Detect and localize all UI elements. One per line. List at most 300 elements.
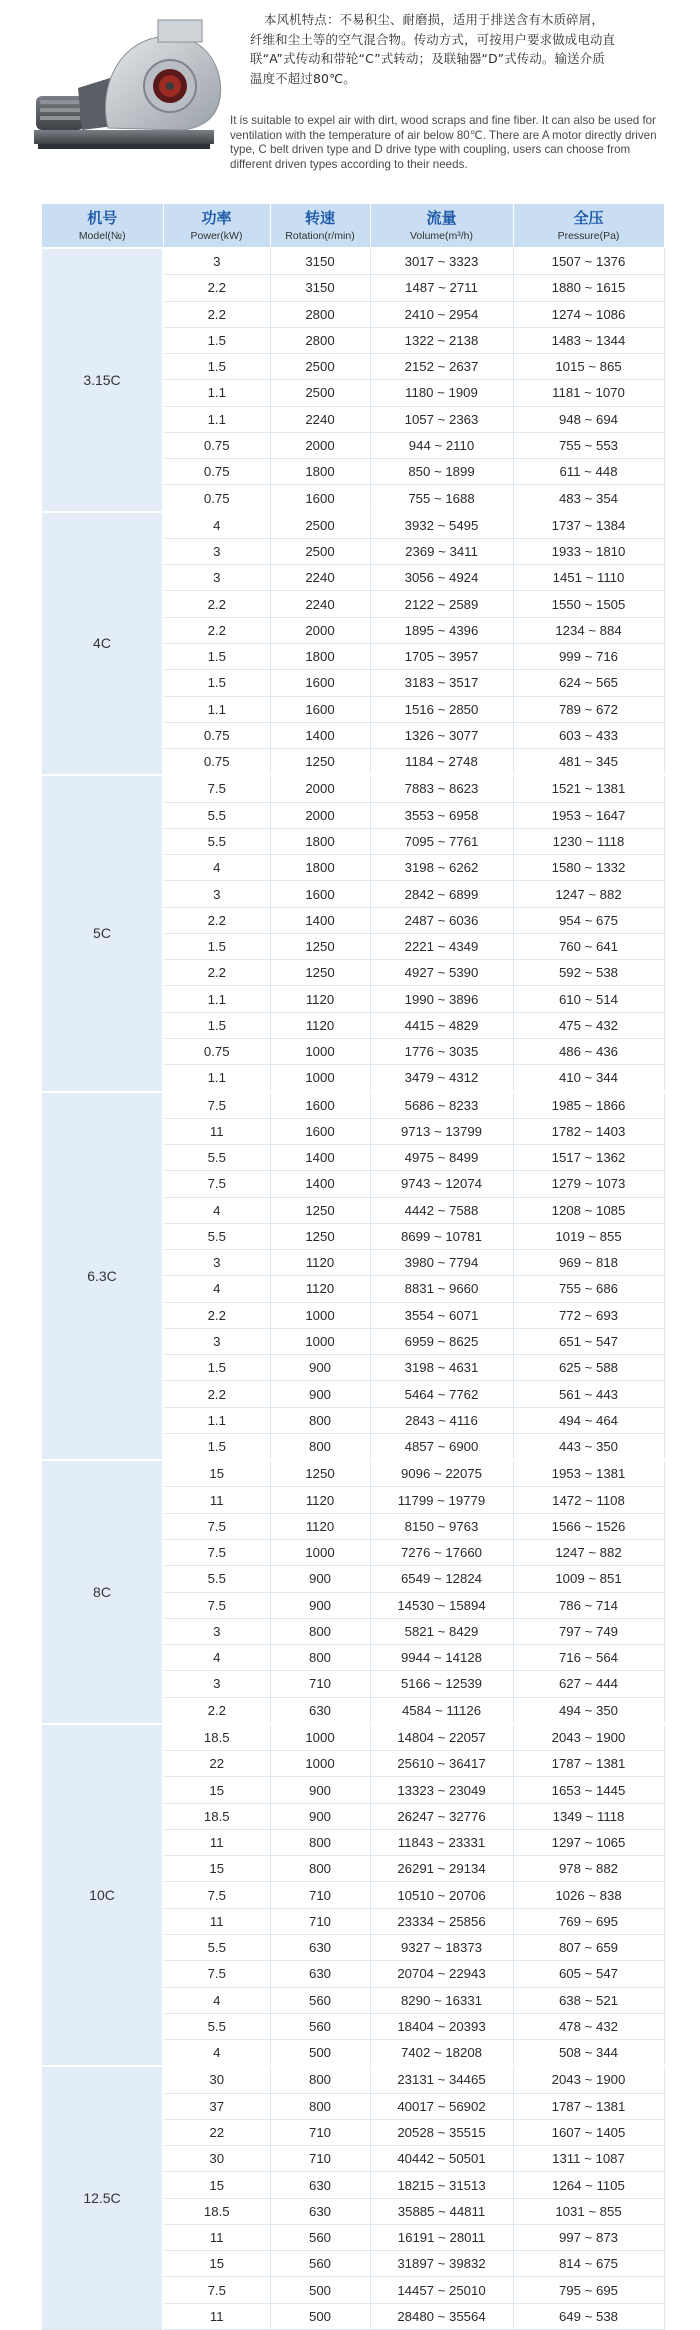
- power-cell: 3: [163, 538, 270, 564]
- power-cell: 30: [163, 2146, 270, 2172]
- power-cell: 7.5: [163, 1513, 270, 1539]
- table-row: [42, 2066, 664, 2093]
- power-cell: 4: [163, 1645, 270, 1671]
- power-cell: 3: [163, 565, 270, 591]
- rotation-cell: 2500: [270, 512, 370, 539]
- volume-cell: 3553 ~ 6958: [370, 802, 513, 828]
- power-cell: 7.5: [163, 1592, 270, 1618]
- pressure-cell: 948 ~ 694: [513, 406, 664, 432]
- volume-cell: 3980 ~ 7794: [370, 1250, 513, 1276]
- power-cell: 1.1: [163, 1065, 270, 1092]
- rotation-cell: 2240: [270, 406, 370, 432]
- power-cell: 7.5: [163, 1882, 270, 1908]
- volume-cell: 2487 ~ 6036: [370, 907, 513, 933]
- pressure-cell: 1311 ~ 1087: [513, 2146, 664, 2172]
- volume-cell: 8831 ~ 9660: [370, 1276, 513, 1302]
- pressure-cell: 494 ~ 350: [513, 1697, 664, 1724]
- rotation-cell: 1250: [270, 960, 370, 986]
- power-cell: 1.5: [163, 1355, 270, 1381]
- power-cell: 11: [163, 1829, 270, 1855]
- table-row: [42, 1460, 664, 1487]
- rotation-cell: 1600: [270, 1118, 370, 1144]
- pressure-cell: 1521 ~ 1381: [513, 775, 664, 802]
- pressure-cell: 797 ~ 749: [513, 1618, 664, 1644]
- rotation-cell: 500: [270, 2303, 370, 2329]
- pressure-cell: 1247 ~ 882: [513, 881, 664, 907]
- power-cell: 1.5: [163, 327, 270, 353]
- volume-cell: 23334 ~ 25856: [370, 1908, 513, 1934]
- power-cell: 4: [163, 1276, 270, 1302]
- power-cell: 1.1: [163, 1407, 270, 1433]
- volume-cell: 1057 ~ 2363: [370, 406, 513, 432]
- pressure-cell: 954 ~ 675: [513, 907, 664, 933]
- model-cell: 12.5C: [42, 2066, 163, 2329]
- power-cell: 0.75: [163, 432, 270, 458]
- power-cell: 3: [163, 1328, 270, 1354]
- pressure-cell: 997 ~ 873: [513, 2224, 664, 2250]
- pressure-cell: 486 ~ 436: [513, 1038, 664, 1064]
- rotation-cell: 900: [270, 1592, 370, 1618]
- power-cell: 2.2: [163, 617, 270, 643]
- volume-cell: 1705 ~ 3957: [370, 643, 513, 669]
- volume-cell: 18215 ~ 31513: [370, 2172, 513, 2198]
- power-cell: 4: [163, 855, 270, 881]
- rotation-cell: 1800: [270, 459, 370, 485]
- pressure-cell: 1787 ~ 1381: [513, 2093, 664, 2119]
- volume-cell: 4415 ~ 4829: [370, 1012, 513, 1038]
- volume-cell: 35885 ~ 44811: [370, 2198, 513, 2224]
- volume-cell: 8150 ~ 9763: [370, 1513, 513, 1539]
- volume-cell: 1184 ~ 2748: [370, 749, 513, 776]
- power-cell: 7.5: [163, 1540, 270, 1566]
- pressure-cell: 625 ~ 588: [513, 1355, 664, 1381]
- volume-cell: 25610 ~ 36417: [370, 1751, 513, 1777]
- volume-cell: 3198 ~ 6262: [370, 855, 513, 881]
- volume-cell: 14530 ~ 15894: [370, 1592, 513, 1618]
- centrifugal-fan-image: [28, 18, 228, 160]
- rotation-cell: 1000: [270, 1751, 370, 1777]
- pressure-cell: 443 ~ 350: [513, 1433, 664, 1460]
- power-cell: 1.5: [163, 670, 270, 696]
- volume-cell: 3554 ~ 6071: [370, 1302, 513, 1328]
- rotation-cell: 800: [270, 1618, 370, 1644]
- volume-cell: 11843 ~ 23331: [370, 1829, 513, 1855]
- power-cell: 2.2: [163, 275, 270, 301]
- pressure-cell: 483 ~ 354: [513, 485, 664, 512]
- power-cell: 15: [163, 1460, 270, 1487]
- volume-cell: 3198 ~ 4631: [370, 1355, 513, 1381]
- table-row: [42, 1092, 664, 1119]
- power-cell: 1.5: [163, 933, 270, 959]
- volume-cell: 4975 ~ 8499: [370, 1145, 513, 1171]
- rotation-cell: 900: [270, 1355, 370, 1381]
- rotation-cell: 800: [270, 2066, 370, 2093]
- header-pressure: 全压 Pressure(Pa): [513, 204, 664, 248]
- power-cell: 3: [163, 1618, 270, 1644]
- power-cell: 18.5: [163, 2198, 270, 2224]
- power-cell: 0.75: [163, 459, 270, 485]
- power-cell: 4: [163, 2040, 270, 2067]
- power-cell: 1.1: [163, 380, 270, 406]
- pressure-cell: 1274 ~ 1086: [513, 301, 664, 327]
- power-cell: 2.2: [163, 1381, 270, 1407]
- rotation-cell: 560: [270, 1987, 370, 2013]
- pressure-cell: 651 ~ 547: [513, 1328, 664, 1354]
- volume-cell: 20704 ~ 22943: [370, 1961, 513, 1987]
- pressure-cell: 561 ~ 443: [513, 1381, 664, 1407]
- volume-cell: 1895 ~ 4396: [370, 617, 513, 643]
- power-cell: 30: [163, 2066, 270, 2093]
- pressure-cell: 610 ~ 514: [513, 986, 664, 1012]
- pressure-cell: 481 ~ 345: [513, 749, 664, 776]
- pressure-cell: 611 ~ 448: [513, 459, 664, 485]
- volume-cell: 4857 ~ 6900: [370, 1433, 513, 1460]
- volume-cell: 28480 ~ 35564: [370, 2303, 513, 2329]
- volume-cell: 40017 ~ 56902: [370, 2093, 513, 2119]
- rotation-cell: 800: [270, 1829, 370, 1855]
- rotation-cell: 3150: [270, 248, 370, 275]
- pressure-cell: 1031 ~ 855: [513, 2198, 664, 2224]
- pressure-cell: 1550 ~ 1505: [513, 591, 664, 617]
- rotation-cell: 1120: [270, 1276, 370, 1302]
- volume-cell: 11799 ~ 19779: [370, 1487, 513, 1513]
- rotation-cell: 1120: [270, 1250, 370, 1276]
- pressure-cell: 1653 ~ 1445: [513, 1777, 664, 1803]
- volume-cell: 5464 ~ 7762: [370, 1381, 513, 1407]
- rotation-cell: 500: [270, 2040, 370, 2067]
- rotation-cell: 2800: [270, 327, 370, 353]
- table-row: [42, 1724, 664, 1751]
- volume-cell: 4927 ~ 5390: [370, 960, 513, 986]
- rotation-cell: 2000: [270, 802, 370, 828]
- fan-spec-table: [42, 204, 665, 2330]
- rotation-cell: 1250: [270, 1460, 370, 1487]
- rotation-cell: 560: [270, 2224, 370, 2250]
- cn-line-3: ，可按用户要求做成电动直: [464, 31, 616, 47]
- table-row: [42, 248, 664, 275]
- pressure-cell: 1782 ~ 1403: [513, 1118, 664, 1144]
- rotation-cell: 630: [270, 2172, 370, 2198]
- power-cell: 7.5: [163, 2277, 270, 2303]
- table-header-row: [42, 204, 664, 248]
- power-cell: 5.5: [163, 1935, 270, 1961]
- volume-cell: 1990 ~ 3896: [370, 986, 513, 1012]
- rotation-cell: 1600: [270, 1092, 370, 1119]
- volume-cell: 14457 ~ 25010: [370, 2277, 513, 2303]
- rotation-cell: 1400: [270, 1171, 370, 1197]
- power-cell: 2.2: [163, 591, 270, 617]
- power-cell: 1.5: [163, 354, 270, 380]
- model-cell: 5C: [42, 775, 163, 1091]
- power-cell: 22: [163, 1751, 270, 1777]
- pressure-cell: 716 ~ 564: [513, 1645, 664, 1671]
- chinese-description: [250, 10, 675, 88]
- volume-cell: 20528 ~ 35515: [370, 2119, 513, 2145]
- cn-drive-label: 传动方式: [413, 31, 465, 47]
- rotation-cell: 1250: [270, 1197, 370, 1223]
- rotation-cell: 2240: [270, 565, 370, 591]
- rotation-cell: 630: [270, 1961, 370, 1987]
- rotation-cell: 800: [270, 1433, 370, 1460]
- pressure-cell: 1483 ~ 1344: [513, 327, 664, 353]
- power-cell: 37: [163, 2093, 270, 2119]
- rotation-cell: 630: [270, 1697, 370, 1724]
- pressure-cell: 1566 ~ 1526: [513, 1513, 664, 1539]
- rotation-cell: 1800: [270, 855, 370, 881]
- volume-cell: 850 ~ 1899: [370, 459, 513, 485]
- rotation-cell: 2500: [270, 354, 370, 380]
- pressure-cell: 478 ~ 432: [513, 2013, 664, 2039]
- rotation-cell: 560: [270, 2251, 370, 2277]
- header-power: 功率 Power(kW): [163, 204, 270, 248]
- cn-line-4: 联“A”式传动和带轮“C”式转动；及联轴器“D”式传动。输送介质: [250, 51, 605, 66]
- power-cell: 3: [163, 1671, 270, 1697]
- pressure-cell: 1234 ~ 884: [513, 617, 664, 643]
- pressure-cell: 2043 ~ 1900: [513, 1724, 664, 1751]
- rotation-cell: 1000: [270, 1065, 370, 1092]
- rotation-cell: 1400: [270, 1145, 370, 1171]
- power-cell: 11: [163, 2303, 270, 2329]
- power-cell: 5.5: [163, 802, 270, 828]
- rotation-cell: 630: [270, 2198, 370, 2224]
- model-cell: 8C: [42, 1460, 163, 1724]
- pressure-cell: 795 ~ 695: [513, 2277, 664, 2303]
- pressure-cell: 969 ~ 818: [513, 1250, 664, 1276]
- volume-cell: 5821 ~ 8429: [370, 1618, 513, 1644]
- rotation-cell: 900: [270, 1381, 370, 1407]
- pressure-cell: 603 ~ 433: [513, 722, 664, 748]
- pressure-cell: 1737 ~ 1384: [513, 512, 664, 539]
- volume-cell: 31897 ~ 39832: [370, 2251, 513, 2277]
- pressure-cell: 2043 ~ 1900: [513, 2066, 664, 2093]
- rotation-cell: 1120: [270, 1487, 370, 1513]
- pressure-cell: 1181 ~ 1070: [513, 380, 664, 406]
- pressure-cell: 605 ~ 547: [513, 1961, 664, 1987]
- volume-cell: 7883 ~ 8623: [370, 775, 513, 802]
- pressure-cell: 1985 ~ 1866: [513, 1092, 664, 1119]
- volume-cell: 1516 ~ 2850: [370, 696, 513, 722]
- header-volume: 流量 Volume(m³/h): [370, 204, 513, 248]
- model-cell: 3.15C: [42, 248, 163, 512]
- volume-cell: 1487 ~ 2711: [370, 275, 513, 301]
- power-cell: 15: [163, 2251, 270, 2277]
- model-cell: 10C: [42, 1724, 163, 2066]
- power-cell: 0.75: [163, 485, 270, 512]
- volume-cell: 9713 ~ 13799: [370, 1118, 513, 1144]
- volume-cell: 1180 ~ 1909: [370, 380, 513, 406]
- rotation-cell: 900: [270, 1566, 370, 1592]
- rotation-cell: 710: [270, 1671, 370, 1697]
- pressure-cell: 1880 ~ 1615: [513, 275, 664, 301]
- pressure-cell: 755 ~ 553: [513, 432, 664, 458]
- rotation-cell: 630: [270, 1935, 370, 1961]
- power-cell: 15: [163, 1777, 270, 1803]
- pressure-cell: 1019 ~ 855: [513, 1223, 664, 1249]
- volume-cell: 16191 ~ 28011: [370, 2224, 513, 2250]
- power-cell: 18.5: [163, 1803, 270, 1829]
- rotation-cell: 2000: [270, 775, 370, 802]
- power-cell: 1.5: [163, 1012, 270, 1038]
- pressure-cell: 760 ~ 641: [513, 933, 664, 959]
- power-cell: 1.1: [163, 696, 270, 722]
- volume-cell: 7402 ~ 18208: [370, 2040, 513, 2067]
- rotation-cell: 560: [270, 2013, 370, 2039]
- power-cell: 1.1: [163, 986, 270, 1012]
- rotation-cell: 710: [270, 2119, 370, 2145]
- volume-cell: 755 ~ 1688: [370, 485, 513, 512]
- rotation-cell: 1600: [270, 696, 370, 722]
- rotation-cell: 3150: [270, 275, 370, 301]
- volume-cell: 7276 ~ 17660: [370, 1540, 513, 1566]
- cn-line-1: 不易积尘、耐磨损，适用于排送含有木质碎屑，: [339, 12, 604, 27]
- pressure-cell: 1297 ~ 1065: [513, 1829, 664, 1855]
- pressure-cell: 1009 ~ 851: [513, 1566, 664, 1592]
- rotation-cell: 800: [270, 2093, 370, 2119]
- power-cell: 5.5: [163, 1145, 270, 1171]
- pressure-cell: 786 ~ 714: [513, 1592, 664, 1618]
- table-row: [42, 775, 664, 802]
- volume-cell: 23131 ~ 34465: [370, 2066, 513, 2093]
- pressure-cell: 1607 ~ 1405: [513, 2119, 664, 2145]
- power-cell: 11: [163, 1118, 270, 1144]
- volume-cell: 2843 ~ 4116: [370, 1407, 513, 1433]
- volume-cell: 3479 ~ 4312: [370, 1065, 513, 1092]
- volume-cell: 3017 ~ 3323: [370, 248, 513, 275]
- power-cell: 5.5: [163, 2013, 270, 2039]
- pressure-cell: 1230 ~ 1118: [513, 828, 664, 854]
- rotation-cell: 1000: [270, 1302, 370, 1328]
- power-cell: 5.5: [163, 1223, 270, 1249]
- rotation-cell: 1120: [270, 986, 370, 1012]
- model-cell: 4C: [42, 512, 163, 776]
- pressure-cell: 410 ~ 344: [513, 1065, 664, 1092]
- table-body: [42, 248, 664, 2329]
- power-cell: 11: [163, 1908, 270, 1934]
- volume-cell: 3056 ~ 4924: [370, 565, 513, 591]
- pressure-cell: 1451 ~ 1110: [513, 565, 664, 591]
- volume-cell: 8699 ~ 10781: [370, 1223, 513, 1249]
- power-cell: 3: [163, 1250, 270, 1276]
- table-row: [42, 512, 664, 539]
- pressure-cell: 769 ~ 695: [513, 1908, 664, 1934]
- volume-cell: 40442 ~ 50501: [370, 2146, 513, 2172]
- pressure-cell: 1787 ~ 1381: [513, 1751, 664, 1777]
- volume-cell: 6959 ~ 8625: [370, 1328, 513, 1354]
- power-cell: 2.2: [163, 301, 270, 327]
- power-cell: 1.5: [163, 1433, 270, 1460]
- volume-cell: 1322 ~ 2138: [370, 327, 513, 353]
- pressure-cell: 1208 ~ 1085: [513, 1197, 664, 1223]
- rotation-cell: 1000: [270, 1540, 370, 1566]
- pressure-cell: 1026 ~ 838: [513, 1882, 664, 1908]
- power-cell: 1.1: [163, 406, 270, 432]
- volume-cell: 9944 ~ 14128: [370, 1645, 513, 1671]
- power-cell: 5.5: [163, 828, 270, 854]
- volume-cell: 2122 ~ 2589: [370, 591, 513, 617]
- volume-cell: 7095 ~ 7761: [370, 828, 513, 854]
- english-description: It is suitable to expel air with dirt, wood scraps and fine fiber. It can also be used for ventilation with the temperature of air below 80℃. There are A motor directly driven type, C belt driven type and D drive type with coupling, users can choose from different driven types according to their needs.: [230, 114, 657, 171]
- cn-line-5: 温度不超过80℃。: [250, 70, 356, 86]
- rotation-cell: 1120: [270, 1513, 370, 1539]
- rotation-cell: 2500: [270, 380, 370, 406]
- pressure-cell: 999 ~ 716: [513, 643, 664, 669]
- pressure-cell: 1247 ~ 882: [513, 1540, 664, 1566]
- pressure-cell: 807 ~ 659: [513, 1935, 664, 1961]
- pressure-cell: 755 ~ 686: [513, 1276, 664, 1302]
- volume-cell: 4442 ~ 7588: [370, 1197, 513, 1223]
- rotation-cell: 800: [270, 1856, 370, 1882]
- pressure-cell: 624 ~ 565: [513, 670, 664, 696]
- volume-cell: 9096 ~ 22075: [370, 1460, 513, 1487]
- power-cell: 2.2: [163, 1302, 270, 1328]
- rotation-cell: 500: [270, 2277, 370, 2303]
- pressure-cell: 1015 ~ 865: [513, 354, 664, 380]
- rotation-cell: 2240: [270, 591, 370, 617]
- pressure-cell: 1580 ~ 1332: [513, 855, 664, 881]
- rotation-cell: 800: [270, 1407, 370, 1433]
- pressure-cell: 1953 ~ 1647: [513, 802, 664, 828]
- rotation-cell: 1250: [270, 1223, 370, 1249]
- volume-cell: 3183 ~ 3517: [370, 670, 513, 696]
- rotation-cell: 900: [270, 1777, 370, 1803]
- rotation-cell: 1600: [270, 485, 370, 512]
- rotation-cell: 710: [270, 2146, 370, 2172]
- power-cell: 2.2: [163, 907, 270, 933]
- pressure-cell: 649 ~ 538: [513, 2303, 664, 2329]
- power-cell: 0.75: [163, 1038, 270, 1064]
- volume-cell: 2842 ~ 6899: [370, 881, 513, 907]
- rotation-cell: 900: [270, 1803, 370, 1829]
- pressure-cell: 1279 ~ 1073: [513, 1171, 664, 1197]
- volume-cell: 14804 ~ 22057: [370, 1724, 513, 1751]
- pressure-cell: 638 ~ 521: [513, 1987, 664, 2013]
- power-cell: 0.75: [163, 749, 270, 776]
- power-cell: 0.75: [163, 722, 270, 748]
- volume-cell: 5686 ~ 8233: [370, 1092, 513, 1119]
- rotation-cell: 2000: [270, 432, 370, 458]
- pressure-cell: 494 ~ 464: [513, 1407, 664, 1433]
- volume-cell: 2410 ~ 2954: [370, 301, 513, 327]
- rotation-cell: 710: [270, 1908, 370, 1934]
- pressure-cell: 1349 ~ 1118: [513, 1803, 664, 1829]
- pressure-cell: 627 ~ 444: [513, 1671, 664, 1697]
- pressure-cell: 592 ~ 538: [513, 960, 664, 986]
- rotation-cell: 1800: [270, 643, 370, 669]
- model-cell: 6.3C: [42, 1092, 163, 1461]
- power-cell: 4: [163, 1197, 270, 1223]
- volume-cell: 5166 ~ 12539: [370, 1671, 513, 1697]
- pressure-cell: 789 ~ 672: [513, 696, 664, 722]
- header-model: 机号 Model(№): [42, 204, 163, 248]
- rotation-cell: 800: [270, 1645, 370, 1671]
- volume-cell: 13323 ~ 23049: [370, 1777, 513, 1803]
- cn-line-2: 纤维和尘土等的空气混合物。: [250, 31, 414, 47]
- volume-cell: 3932 ~ 5495: [370, 512, 513, 539]
- cn-title: 本风机特点：: [264, 12, 340, 27]
- pressure-cell: 814 ~ 675: [513, 2251, 664, 2277]
- volume-cell: 2221 ~ 4349: [370, 933, 513, 959]
- volume-cell: 9743 ~ 12074: [370, 1171, 513, 1197]
- pressure-cell: 1953 ~ 1381: [513, 1460, 664, 1487]
- power-cell: 7.5: [163, 1171, 270, 1197]
- volume-cell: 26291 ~ 29134: [370, 1856, 513, 1882]
- power-cell: 4: [163, 1987, 270, 2013]
- power-cell: 18.5: [163, 1724, 270, 1751]
- rotation-cell: 1800: [270, 828, 370, 854]
- pressure-cell: 1472 ~ 1108: [513, 1487, 664, 1513]
- pressure-cell: 1264 ~ 1105: [513, 2172, 664, 2198]
- intro-section: [0, 0, 700, 200]
